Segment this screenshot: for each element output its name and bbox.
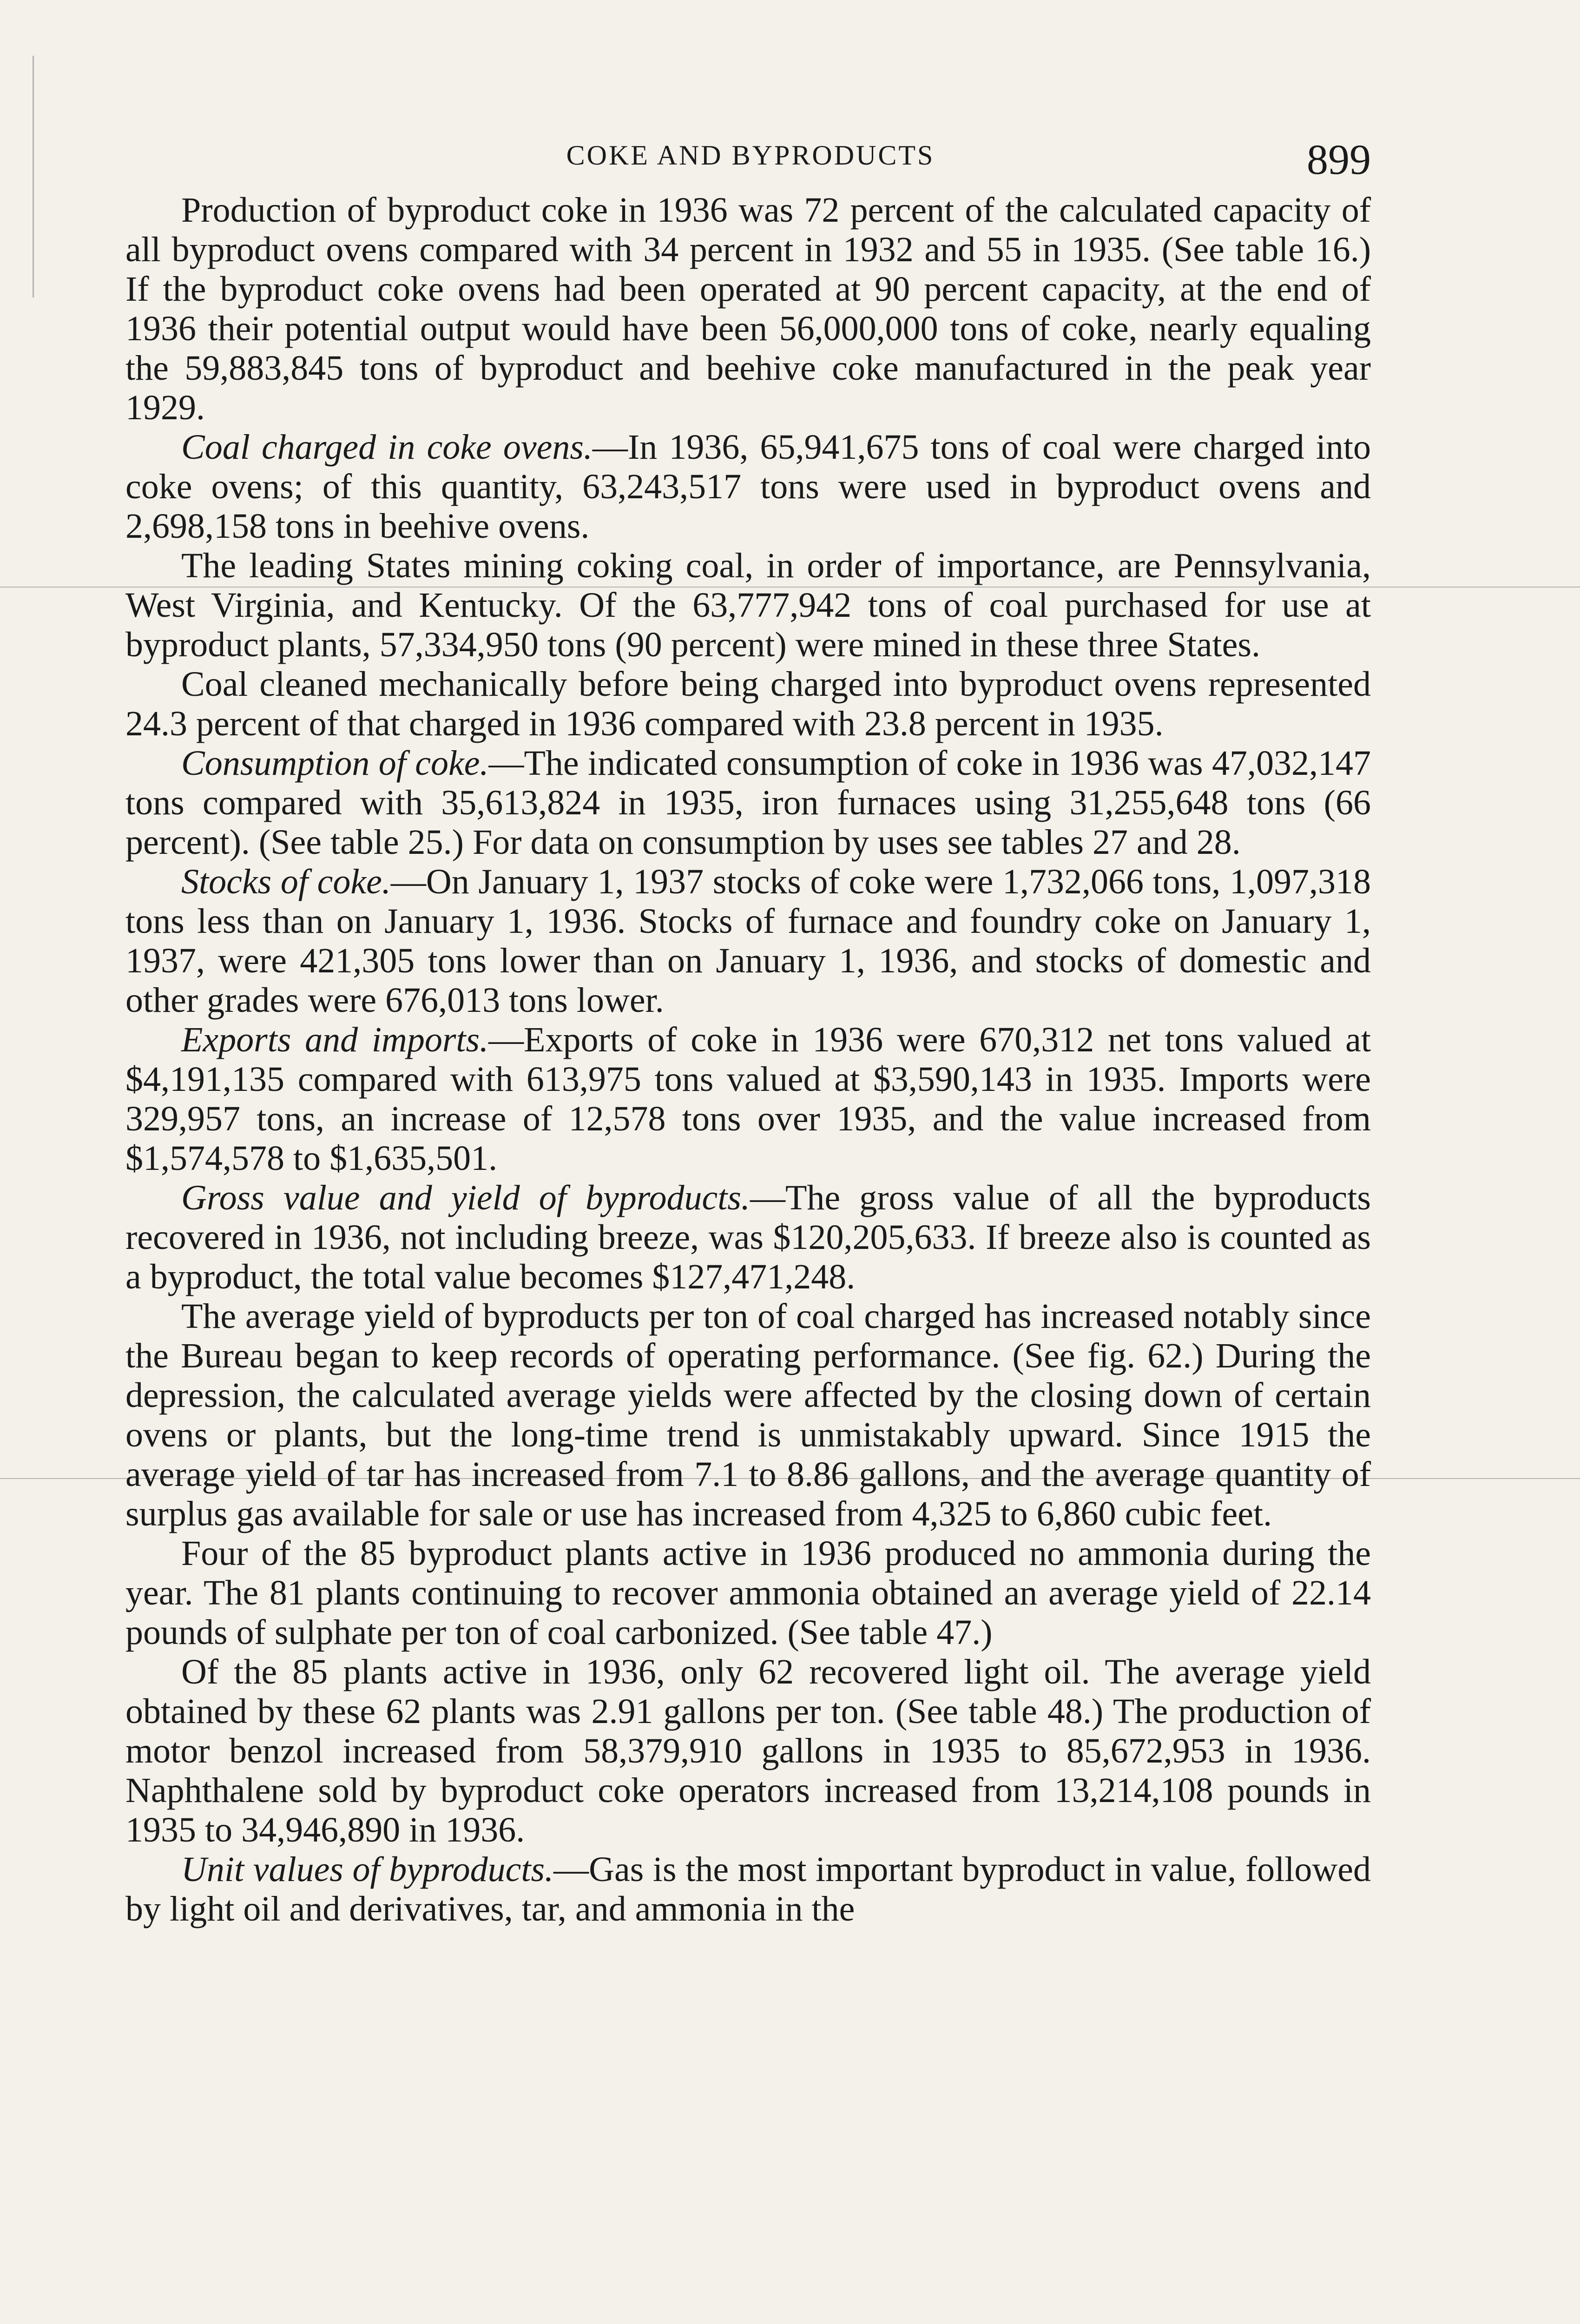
paragraph-text: —In 1936, 65,941,675 tons of coal were charged into coke ovens; of this quantity, 63,243,517 tons were used in byproduct ovens and 2,698,158 tons in beehive ovens.: [125, 428, 1371, 546]
scan-edge-mark: [33, 56, 34, 297]
paragraph: [125, 862, 1371, 1020]
paragraph-text: —Exports of coke in 1936 were 670,312 net tons valued at $4,191,135 compared with 613,975 tons valued at $3,590,143 in 1935. Imports were 329,957 tons, an increase of 12,578 tons over 1935, and the value increased from $1,574,578 to $1,635,501.: [125, 1020, 1371, 1178]
running-title: COKE AND BYPRODUCTS: [566, 140, 935, 171]
body-text: [125, 191, 1371, 2310]
paragraph: [125, 1297, 1371, 1534]
paragraph: [125, 546, 1371, 665]
page-number: 899: [1307, 136, 1371, 183]
paragraph: [125, 428, 1371, 546]
paragraph-heading: Consumption of coke.: [181, 744, 489, 783]
paragraph-text: —The indicated consumption of coke in 1936 was 47,032,147 tons compared with 35,613,824 in 1935, iron furnaces using 31,255,648 tons (66 percent). (See table 25.) For data on consumption by uses see tables 27 and 28.: [125, 744, 1371, 862]
paragraph-text: Production of byproduct coke in 1936 was 72 percent of the calculated capacity of all byproduct ovens compared with 34 percent in 1932 and 55 in 1935. (See table 16.) If the byproduct coke ovens had been operated at 90 percent capacity, at the end of 1936 their potential output would have been 56,000,000 tons of coke, nearly equaling the 59,883,845 tons of byproduct and beehive coke manufactured in the peak year 1929.: [125, 191, 1371, 427]
paragraph-heading: Stocks of coke.: [181, 862, 391, 901]
paragraph-text: Four of the 85 byproduct plants active in 1936 produced no ammonia during the year. The 81 plants continuing to recover ammonia obtained an average yield of 22.14 pounds of sulphate per ton of coal carbonized. (See table 47.): [125, 1534, 1371, 1652]
paragraph-heading: Exports and imports.: [181, 1020, 489, 1059]
paragraph-heading: Gross value and yield of byproducts.: [181, 1178, 750, 1217]
paragraph-text: Of the 85 plants active in 1936, only 62 recovered light oil. The average yield obtained by these 62 plants was 2.91 gallons per ton. (See table 48.) The production of motor benzol increased from 58,379,910 gallons in 1935 to 85,672,953 in 1936. Naphthalene sold by byproduct coke operators increased from 13,214,108 pounds in 1935 to 34,946,890 in 1936.: [125, 1652, 1371, 1849]
paragraph: [125, 665, 1371, 744]
paragraph-text: The average yield of byproducts per ton of coal charged has increased notably since the Bureau began to keep records of operating performance. (See fig. 62.) During the depression, the calculated average yields were affected by the closing down of certain ovens or plants, but the long-time trend is unmistakably upward. Since 1915 the average yield of tar has increased from 7.1 to 8.86 gallons, and the average quantity of surplus gas available for sale or use has increased from 4,325 to 6,860 cubic feet.: [125, 1297, 1371, 1533]
paragraph-text: The leading States mining coking coal, in order of importance, are Pennsylvania, West Virginia, and Kentucky. Of the 63,777,942 tons of coal purchased for use at byproduct plants, 57,334,950 tons (90 percent) were mined in these three States.: [125, 546, 1371, 664]
paragraph: [125, 1020, 1371, 1178]
paragraph-heading: Unit values of byproducts.: [181, 1850, 554, 1889]
paragraph-text: —The gross value of all the byproducts recovered in 1936, not including breeze, was $120,205,633. If breeze also is counted as a byproduct, the total value becomes $127,471,248.: [125, 1178, 1371, 1296]
paragraph-heading: Coal charged in coke ovens.: [181, 428, 592, 467]
paragraph: [125, 1850, 1371, 1929]
paragraph-text: —On January 1, 1937 stocks of coke were 1,732,066 tons, 1,097,318 tons less than on January 1, 1936. Stocks of furnace and foundry coke on January 1, 1937, were 421,305 tons lower than on January 1, 1936, and stocks of domestic and other grades were 676,013 tons lower.: [125, 862, 1371, 1020]
paragraph-text: —Gas is the most important byproduct in value, followed by light oil and derivatives, tar, and ammonia in the: [125, 1850, 1371, 1928]
paragraph: [125, 1178, 1371, 1297]
paragraph: [125, 191, 1371, 428]
paragraph-text: Coal cleaned mechanically before being charged into byproduct ovens represented 24.3 percent of that charged in 1936 compared with 23.8 percent in 1935.: [125, 665, 1371, 743]
paragraph: [125, 1534, 1371, 1652]
paragraph: [125, 744, 1371, 862]
page-header: [130, 135, 1371, 181]
paragraph: [125, 1652, 1371, 1850]
